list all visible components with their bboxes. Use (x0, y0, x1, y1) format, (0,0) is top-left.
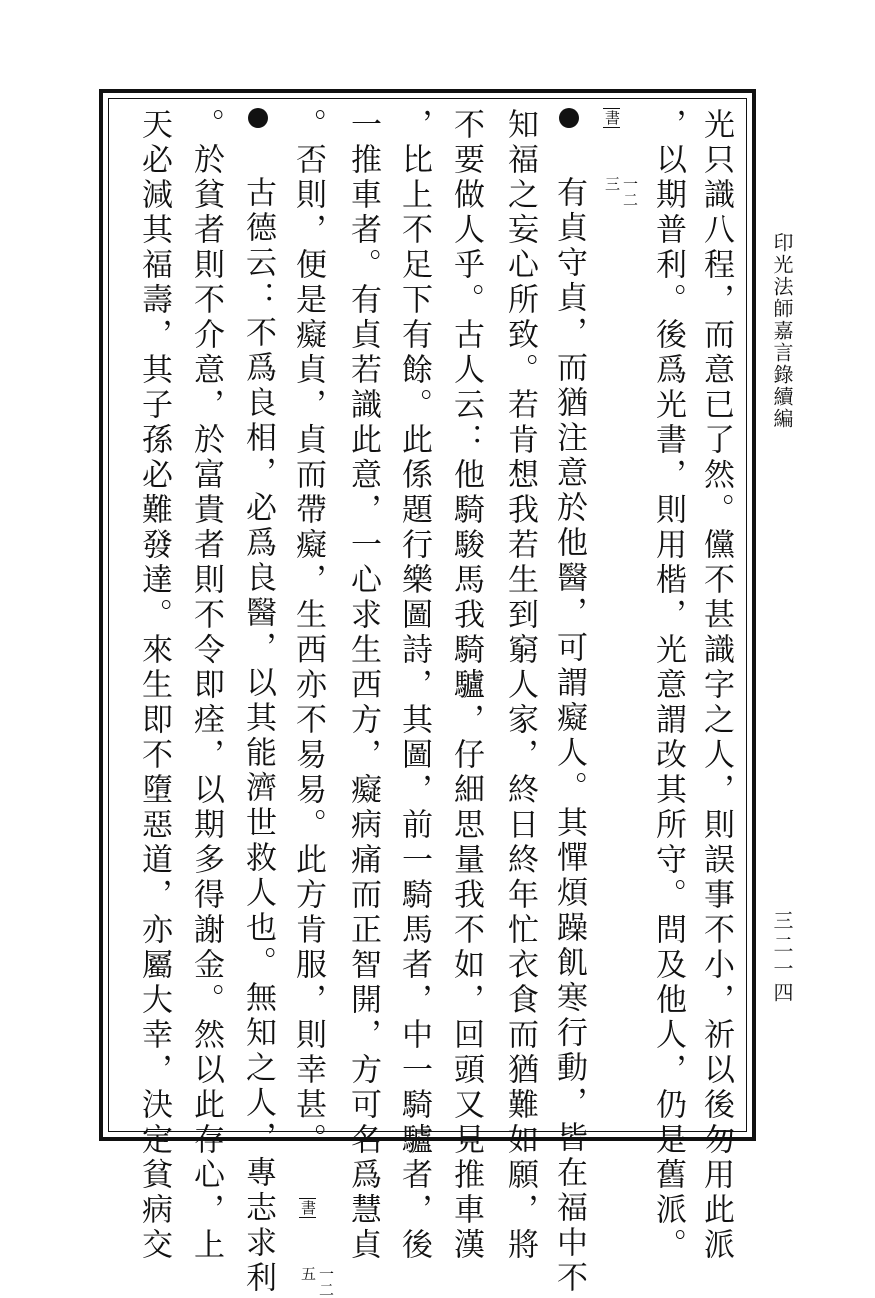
citation-note-right: 一二 (621, 176, 639, 208)
citation-note-left: 五 (299, 1266, 317, 1282)
citation-column (603, 108, 639, 1128)
citation-tag: 書 (603, 110, 621, 126)
citation-note (299, 1266, 335, 1298)
citation-tag: 書 (299, 1200, 317, 1216)
citation-note-right: 一二 (317, 1266, 335, 1298)
text-column-1 (693, 108, 739, 1263)
text-column-7 (340, 108, 386, 1263)
bullet-marker (248, 108, 268, 128)
text-column-6 (391, 108, 437, 1263)
book-title: 印光法師嘉言錄續編 (770, 232, 794, 430)
page-number: 三二一四 (770, 910, 794, 1006)
column-text: 。否則，便是癡貞，貞而帶癡，生西亦不易易。此方肯服，則幸甚。 (290, 108, 326, 1158)
column-text: 不要做人乎。古人云：他騎駿馬我騎驢，仔細思量我不如，回頭又見推車漢 (448, 108, 484, 1263)
column-text: 一推車者。有貞若識此意，一心求生西方，癡病痛而正智開，方可名爲慧貞 (345, 108, 381, 1263)
text-column-11 (131, 108, 177, 1263)
citation-note-left: 三 (603, 176, 621, 192)
column-text: 光只識八程，而意已了然。儻不甚識字之人，則誤事不小，祈以後勿用此派 (698, 108, 734, 1263)
text-column-5 (443, 108, 489, 1263)
text-column-3 (546, 108, 592, 1296)
text-column-4 (497, 108, 543, 1263)
column-text: 。於貧者則不介意，於富貴者則不令即痊，以期多得謝金。然以此存心，上 (188, 108, 224, 1263)
column-text: 有貞守貞，而猶注意於他醫，可謂癡人。其憚煩躁飢寒行動，皆在福中不 (551, 176, 587, 1296)
column-text: ，比上不足下有餘。此係題行樂圖詩，其圖，前一騎馬者，中一騎驢者，後 (396, 108, 432, 1263)
column-text: 古德云：不爲良相，必爲良醫，以其能濟世救人也。無知之人，專志求利 (240, 176, 276, 1296)
column-text: 天必減其福壽，其子孫必難發達。來生即不墮惡道，亦屬大幸，決定貧病交 (136, 108, 172, 1263)
text-column-8 (289, 108, 335, 1298)
column-text: 知福之妄心所致。若肯想我若生到窮人家，終日終年忙衣食而猶難如願，將 (502, 108, 538, 1263)
column-text: ，以期普利。後爲光書，則用楷，光意謂改其所守。問及他人，仍是舊派。 (650, 108, 686, 1263)
text-column-10 (183, 108, 229, 1263)
bullet-marker (559, 108, 579, 128)
citation-note (603, 176, 639, 208)
text-column-9 (235, 108, 281, 1296)
text-column-2 (645, 108, 691, 1263)
